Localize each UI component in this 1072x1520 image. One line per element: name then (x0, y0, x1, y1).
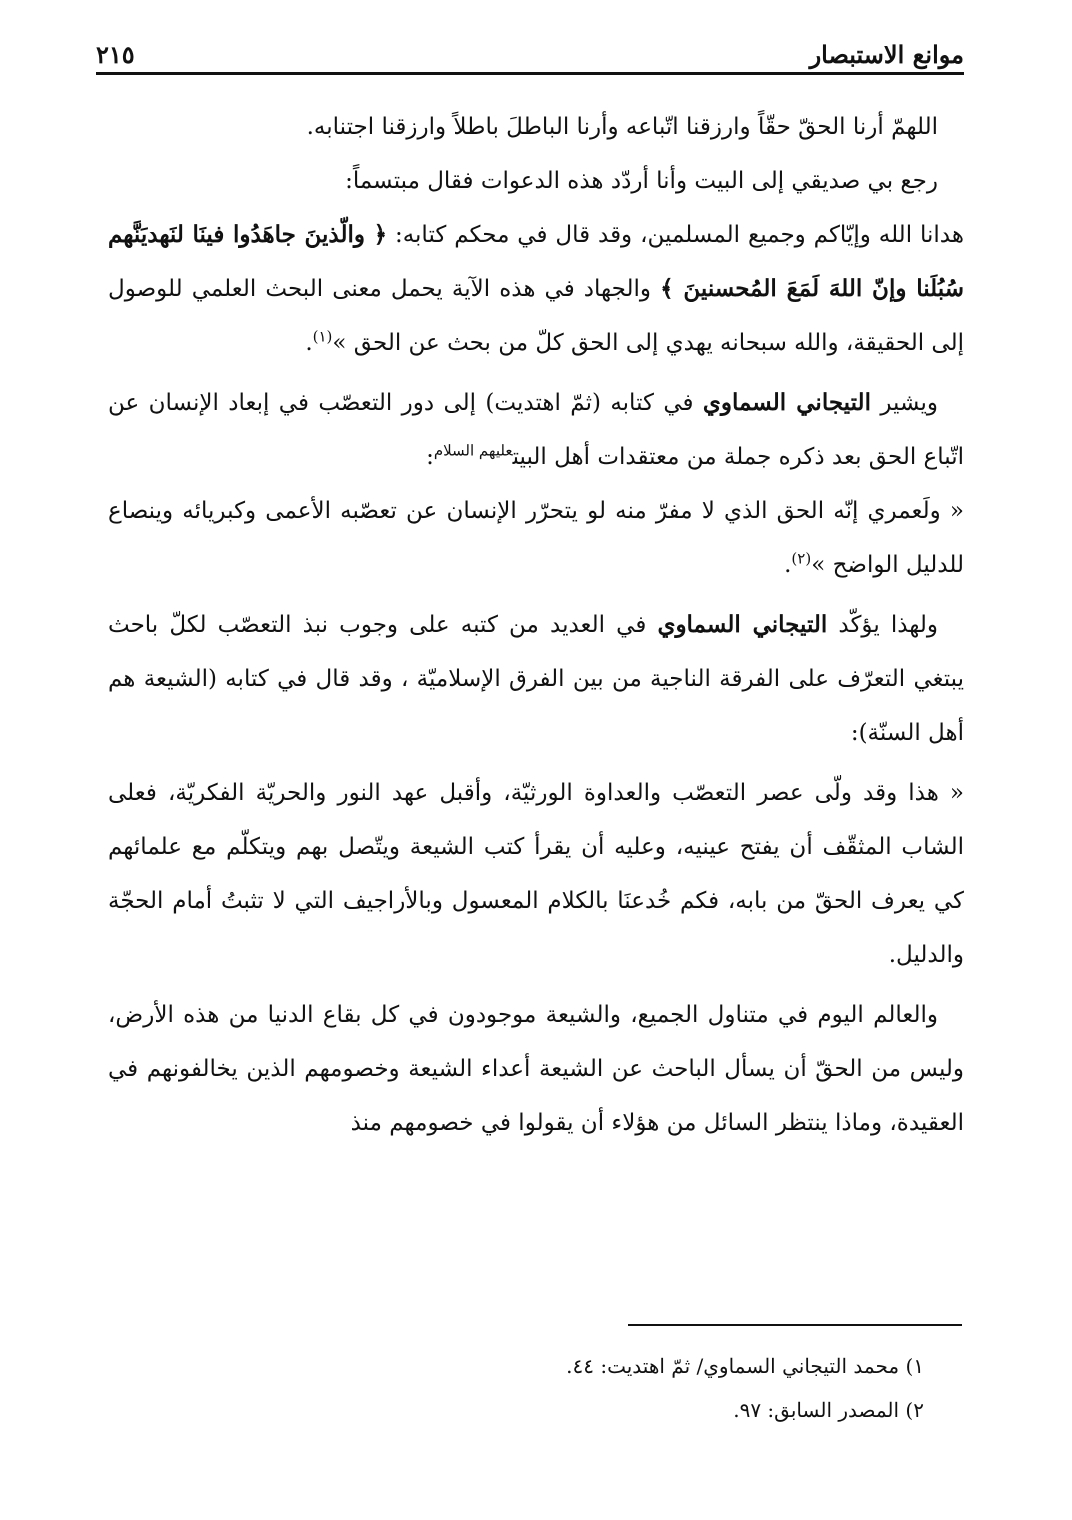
text-segment: : (426, 444, 434, 470)
page-header (96, 34, 964, 74)
paragraph-quote-1: « ولَعمري إنّه الحق الذي لا مفرّ منه لو يتحرّر الإنسان عن تعصّبه الأعمى وكبريائه وينصاع للدليل الواضح »$^{(٢)}$. (108, 498, 964, 578)
paragraph-tijani-1 (108, 376, 964, 484)
quote-intro: هدانا الله وإيّاكم وجميع المسلمين، وقد قال في محكم كتابه: (387, 222, 964, 248)
paragraph-friend: رجع بي صديقي إلى البيت وأنا أردّد هذه الدعوات فقال مبتسماً: (345, 168, 938, 194)
main-text (108, 100, 964, 1150)
author-name: التيجاني السماوي (657, 611, 828, 638)
text-segment: ولهذا يؤكّد (827, 612, 939, 638)
text-segment: في العديد من كتبه على وجوب نبذ التعصّب لكلّ باحث يبتغي التعرّف على الفرقة الناجية من بين الفرق الإسلاميّة ، وقد قال في كتابه (الشيعة هم أهل السنّة): (108, 612, 964, 746)
quote-rest: والجهاد في هذه الآية يحمل معنى البحث العلمي للوصول إلى الحقيقة، والله سبحانه يهدي إلى الحق كلّ من بحث عن الحق » (108, 276, 964, 356)
paragraph-world: والعالم اليوم في متناول الجميع، والشيعة موجودون في كل بقاع الدنيا من هذه الأرض، وليس من الحقّ أن يسأل الباحث عن الشيعة أعداء الشيعة وخصومهم الذين يخالفونهم في العقيدة، وماذا ينتظر السائل من هؤلاء أن يقولوا في خصومهم منذ (108, 1002, 964, 1136)
footnote-ref-2[interactable]: (٢) (791, 549, 812, 568)
footnote-1: ١) محمد التيجاني السماوي/ ثمّ اهتديت: ٤٤. (566, 1354, 924, 1378)
page-number: ٢١٥ (96, 40, 135, 69)
honorific-symbol: عليهم السلام (433, 441, 513, 460)
paragraph-tijani-2 (108, 598, 964, 760)
paragraph-quran: هدانا الله وإيّاكم وجميع المسلمين، وقد قال في محكم كتابه: ﴿ والّذينَ جاهَدُوا فينَا لنَهديَنَّهم سُبُلَنا وإنّ اللهَ لَمَعَ المُحسنينَ ﴾ والجهاد في هذه الآية يحمل معنى البحث العلمي للوصول إلى الحقيقة، والله سبحانه يهدي إلى الحق كلّ من بحث عن الحق »$^{(١)}$. (108, 221, 965, 356)
footnote-2: ٢) المصدر السابق: ٩٧. (733, 1398, 924, 1422)
running-title: موانع الاستبصار (809, 40, 964, 69)
paragraph-prayer: اللهمّ أرنا الحقّ حقّاً وارزقنا اتّباعه وأرنا الباطلَ باطلاً وارزقنا اجتنابه. (306, 114, 938, 140)
text-segment: ويشير (870, 390, 938, 416)
header-rule (96, 72, 964, 75)
footnote-ref-1[interactable]: (١) (312, 327, 333, 346)
footnotes (108, 1344, 964, 1432)
paragraph-quote-2: « هذا وقد ولّى عصر التعصّب والعداوة الورثيّة، وأقبل عهد النور والحريّة الفكريّة، فعلى الشاب المثقّف أن يفتح عينيه، وعليه أن يقرأ كتب الشيعة ويتّصل بهم ويتكلّم مع علمائهم كي يعرف الحقّ من بابه، فكم خُدعنَا بالكلام المعسول وبالأراجيف التي لا تثبتُ أمام الحجّة والدليل. (108, 780, 964, 968)
footnote-rule (628, 1324, 962, 1326)
author-name: التيجاني السماوي (702, 389, 871, 416)
quote-text: « ولَعمري إنّه الحق الذي لا مفرّ منه لو يتحرّر الإنسان عن تعصّبه الأعمى وكبريائه وينصاع للدليل الواضح » (108, 498, 964, 578)
text-segment: في كتابه (ثمّ اهتديت) إلى دور التعصّب في إبعاد الإنسان عن اتّباع الحق بعد ذكره جملة من معتقدات أهل البيت (108, 390, 964, 470)
quran-verse: ﴿ والّذينَ جاهَدُوا فينَا لنَهديَنَّهم سُبُلَنا وإنّ اللهَ لَمَعَ المُحسنينَ ﴾ (108, 221, 965, 302)
